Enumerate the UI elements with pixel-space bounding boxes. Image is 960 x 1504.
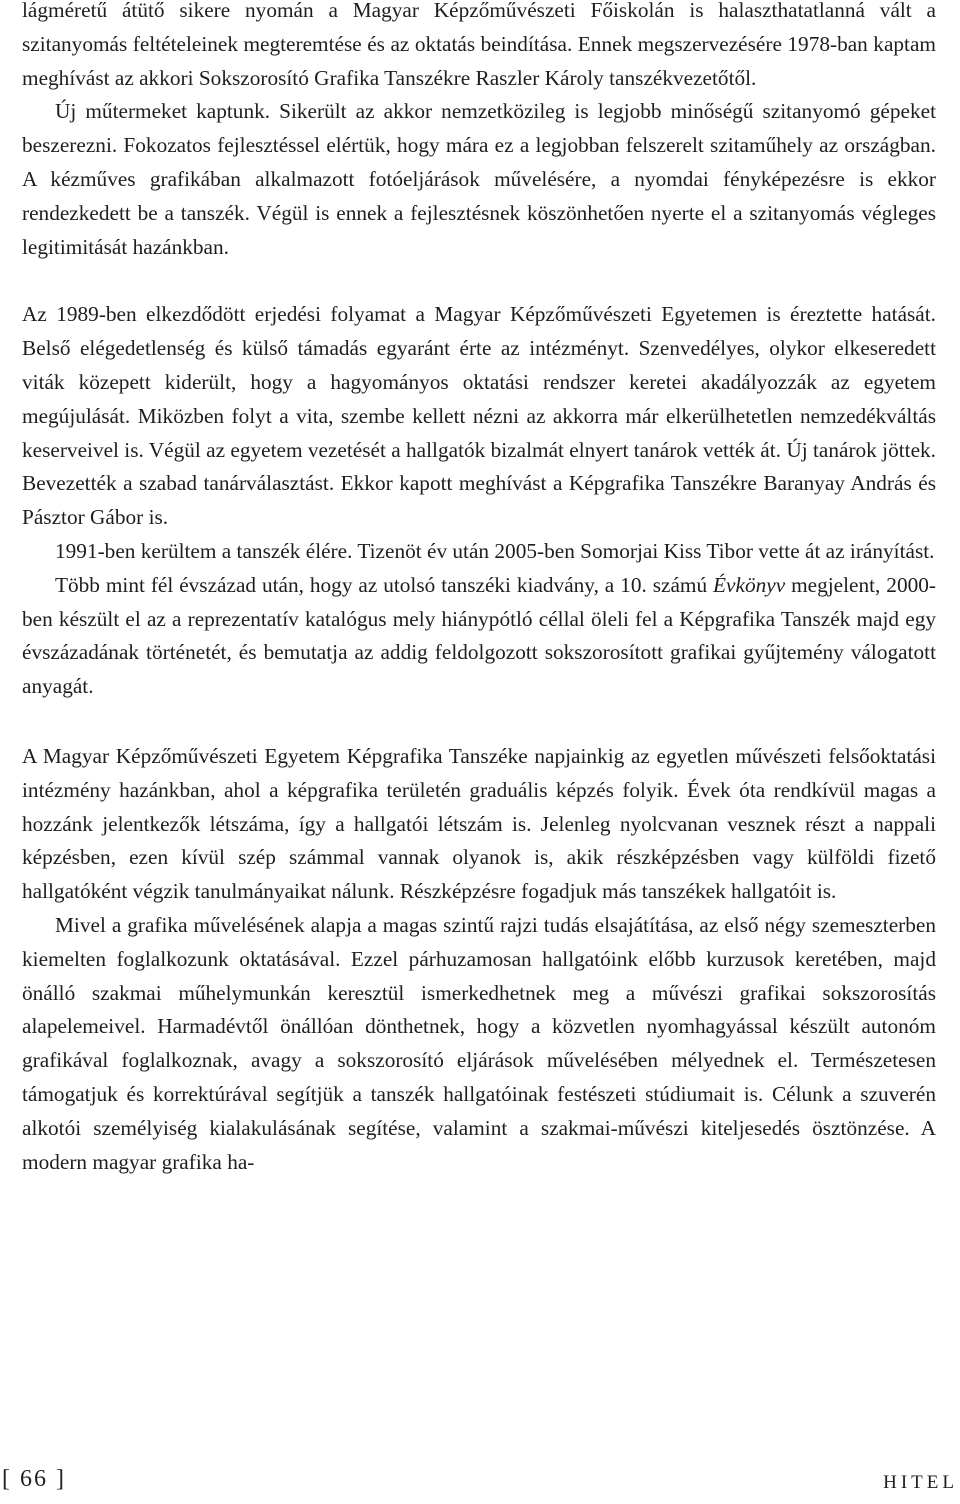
journal-name: HITEL <box>883 1472 958 1493</box>
paragraph-6: A Magyar Képzőművészeti Egyetem Képgrafika Tanszéke napjainkig az egyetlen művészeti felsőoktatási intézmény hazánkban, ahol a képgrafika területén graduális képzés folyik. Évek óta rendkívül magas a hozzánk jelentkezők létszáma, így a hallgatói létszám is. Jelenleg nyolcvanan vesznek részt a nappali képzésben, ezen kívül szép számmal vannak olyanok is, akik részképzésben vagy külföldi fizető hallgatóként végzik tanulmányaikat nálunk. Részképzésre fogadjuk más tanszékek hallgatóit is. <box>22 743 936 904</box>
yearbook-title: Évkönyv <box>713 572 786 597</box>
paragraph-5-start: Több mint fél évszázad után, hogy az utolsó tanszéki kiadvány, a 10. számú <box>55 572 714 597</box>
paragraph-2: Új műtermeket kaptunk. Sikerült az akkor nemzetközileg is legjobb minőségű szitanyomó gépeket beszerezni. Fokozatos fejlesztéssel elértük, hogy mára ez a legjobban felszerelt szitaműhely az országban. A kézműves grafikában alkalmazott fotóeljárások művelésére, a nyomdai fényképezésre is ekkor rendezkedett be a tanszék. Végül is ennek a fejlesztésnek köszönhetően nyerte el a szitanyomás végleges legitimitását hazánkban. <box>22 99 936 259</box>
paragraph-7: Mivel a grafika művelésének alapja a magas szintű rajzi tudás elsajátítása, az első négy szemeszterben kiemelten foglalkozunk oktatásával. Ezzel párhuzamosan hallgatóink előbb kurzusok keretében, majd önálló szakmai műhelymunkán keresztül ismerkedhetnek meg a művészi grafikai sokszorosítás alapelemeivel. Harmadévtől önállóan dönthetnek, hogy a közvetlen nyomhagyással készült autonóm grafikával foglalkoznak, avagy a sokszorosító eljárások művelésében mélyednek el. Természetesen támogatjuk és korrektúrával segítjük a tanszék hallgatóinak festészeti stúdiumait is. Célunk a szuverén alkotói személyiség kialakulásának segítése, valamint a szakmai-művészi kiteljesedés ösztönzése. A modern magyar grafika ha- <box>22 912 936 1174</box>
paragraph-5 <box>22 569 936 704</box>
body-text <box>22 0 936 1179</box>
page-footer <box>0 1466 960 1502</box>
paragraph-4: 1991-ben kerültem a tanszék élére. Tizenöt év után 2005-ben Somorjai Kiss Tibor vette át az irányítást. <box>55 538 935 563</box>
paragraph-5-end: megjelent, 2000-ben készült el az a reprezentatív katalógus mely hiánypótló céllal öleli fel a Képgrafika Tanszék majd egy évszázadának történetét, és bemutatja az addig feldolgozott sokszorosított grafikai gyűjtemény válogatott anyagát. <box>22 572 936 699</box>
paragraph-1: lágméretű átütő sikere nyomán a Magyar Képzőművészeti Főiskolán is halaszthatatlanná vált a szitanyomás feltételeinek megteremtése és az oktatás beindítása. Ennek megszervezésére 1978-ban kaptam meghívást az akkori Sokszorosító Grafika Tanszékre Raszler Károly tanszékvezetőtől. <box>22 0 936 90</box>
paragraph-3: Az 1989-ben elkezdődött erjedési folyamat a Magyar Képzőművészeti Egyetemen is éreztette hatását. Belső elégedetlenség és külső támadás egyaránt érte az intézményt. Szenvedélyes, olykor elkeseredett viták közepett kiderült, hogy a hagyományos oktatási rendszer keretei akadályozzák az egyetem megújulását. Miközben folyt a vita, szembe kellett nézni az akkorra már elkerülhetetlen nemzedékváltás keserveivel is. Végül az egyetem vezetését a hallgatók bizalmát elnyert tanárok vették át. Új tanárok jöttek. Bevezették a szabad tanárválasztást. Ekkor kapott meghívást a Képgrafika Tanszékre Baranyay András és Pásztor Gábor is. <box>22 302 936 530</box>
page-number: [ 66 ] <box>2 1466 66 1492</box>
